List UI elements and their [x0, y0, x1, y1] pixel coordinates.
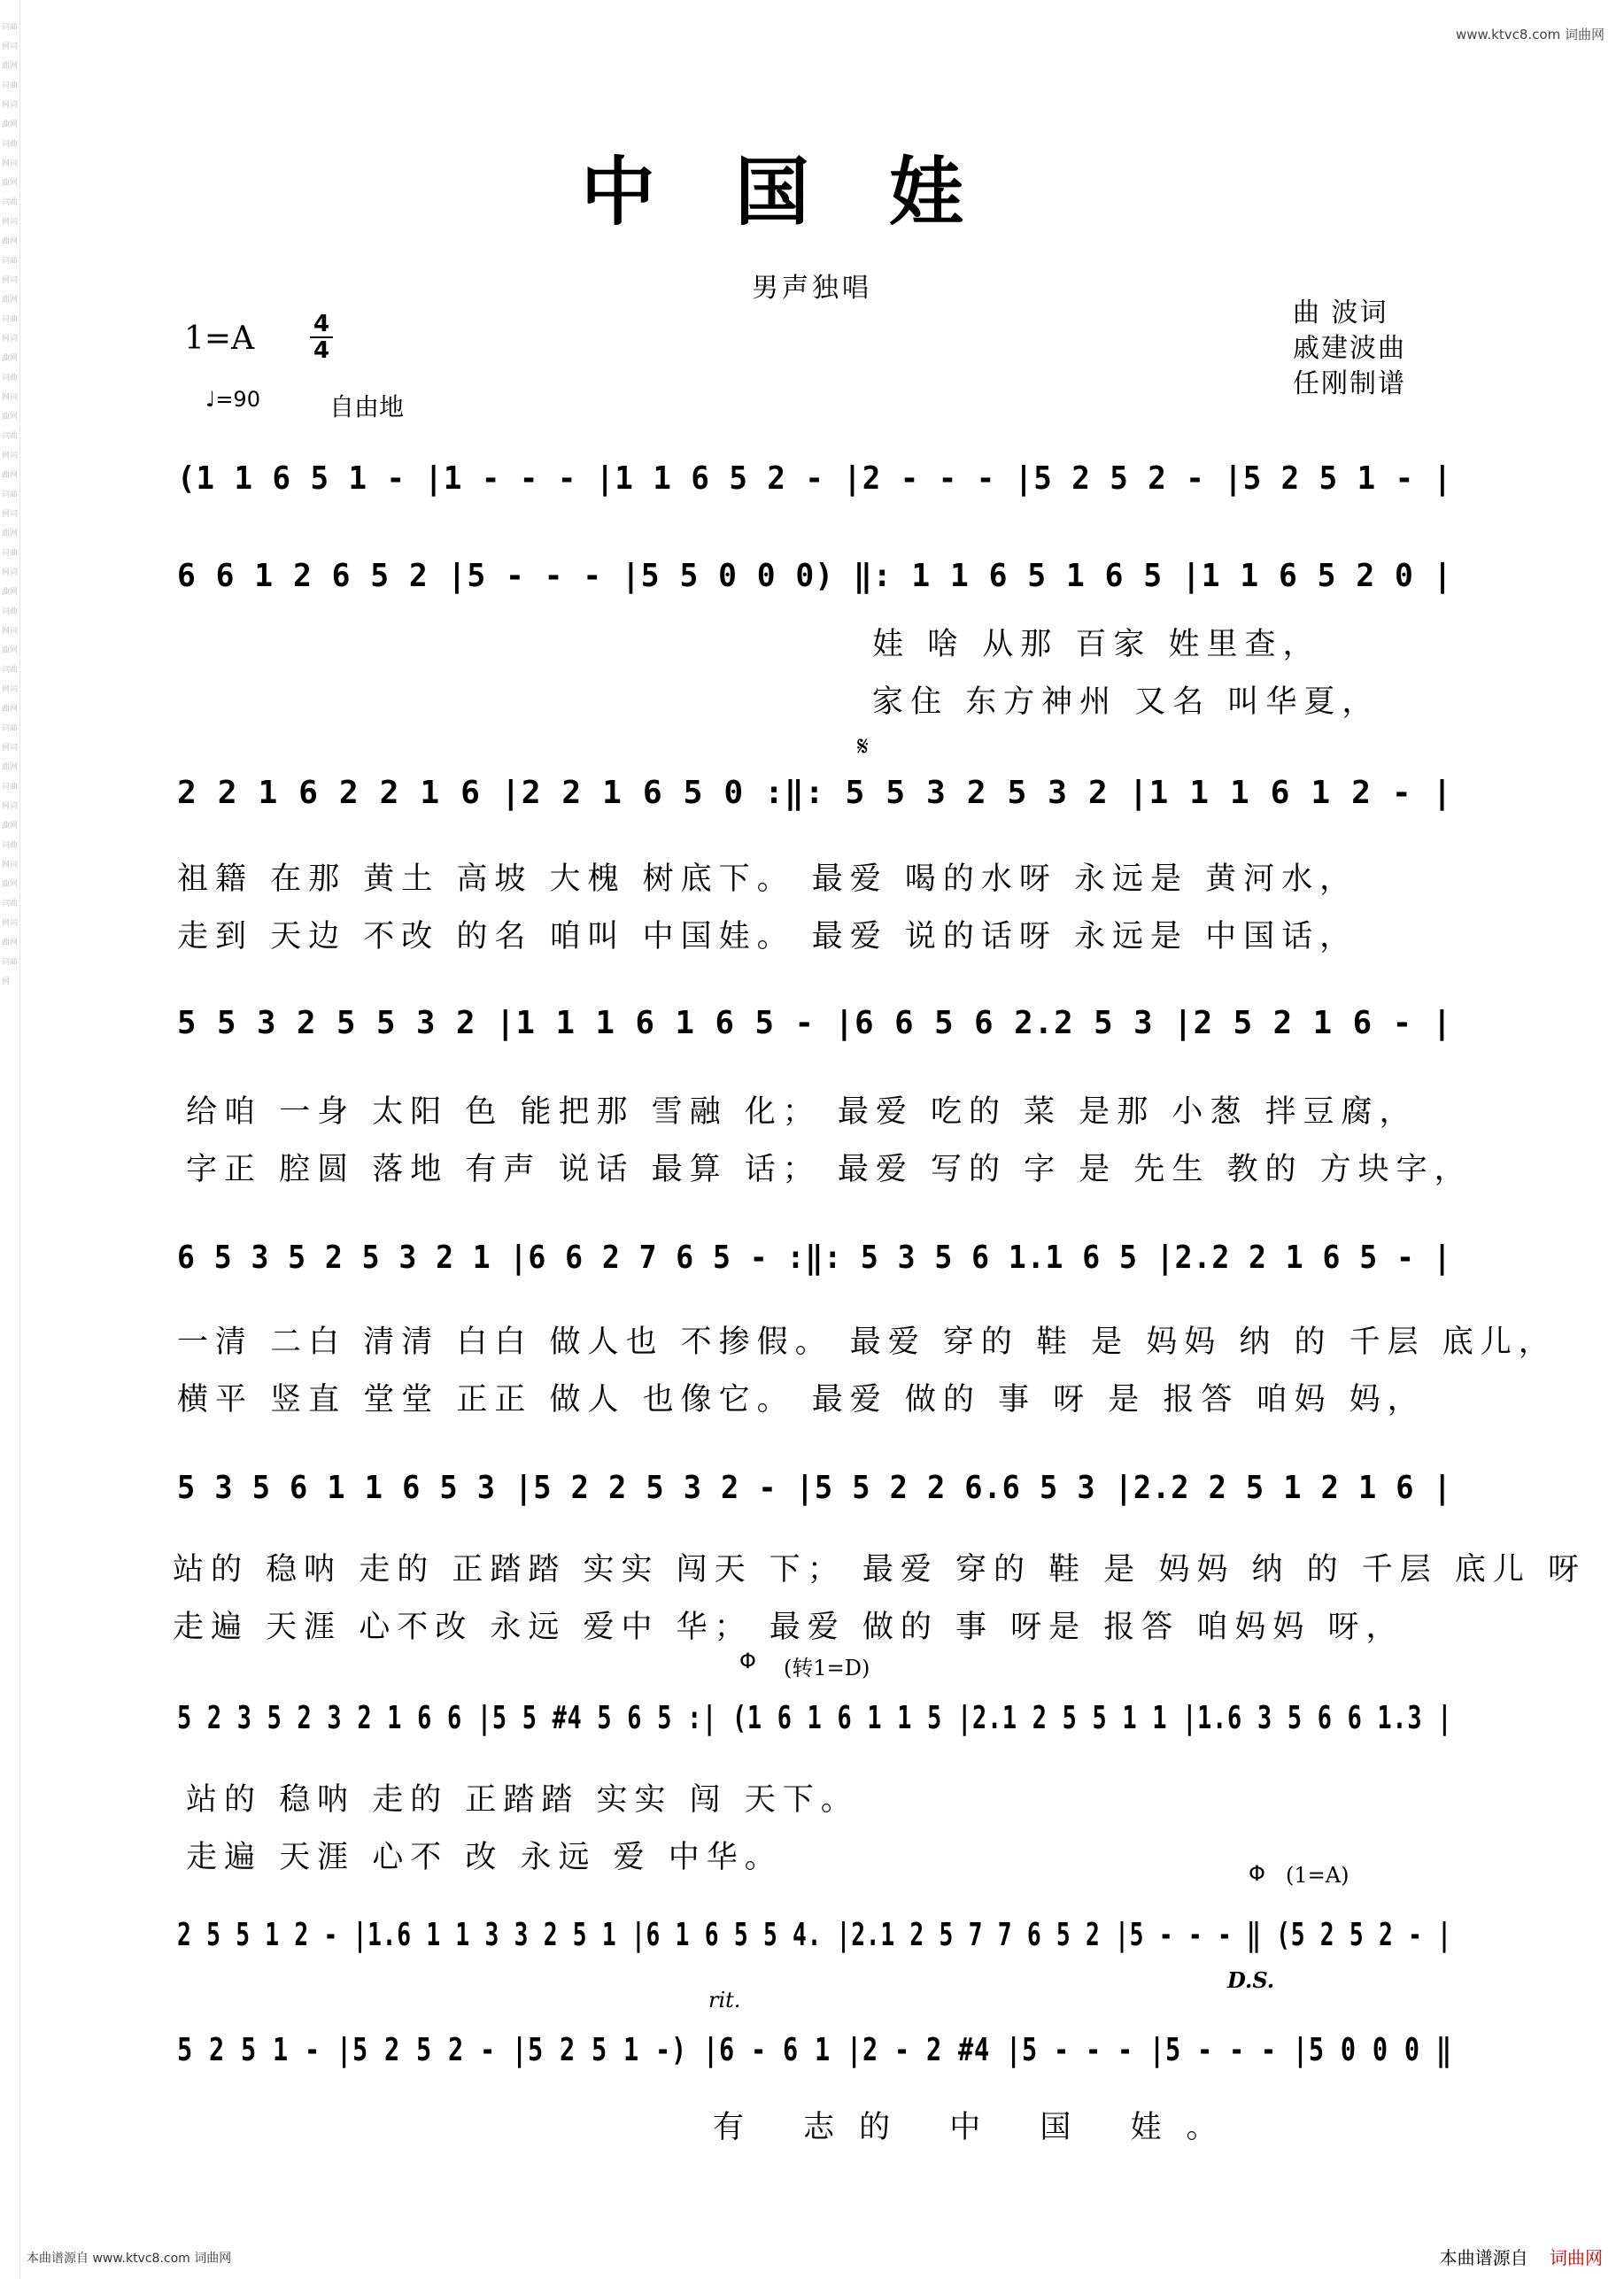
lyric-line-verse2: 走遍 天涯 心不 改 永远 爱 中华。 — [186, 1840, 783, 1875]
credits — [1293, 296, 1406, 402]
lyric-line-verse1: 给咱 一身 太阳 色 能把那 雪融 化； 最爱 吃的 菜 是那 小葱 拌豆腐， — [186, 1094, 1418, 1130]
credit-lyricist: 曲 波词 — [1293, 297, 1388, 328]
lyric-line-verse2: 走遍 天涯 心不改 永远 爱中 华； 最爱 做的 事 呀是 报答 咱妈妈 呀， — [173, 1610, 1404, 1645]
score-system-7 — [177, 1700, 1452, 1780]
tempo-marking: ♩=90 — [205, 387, 260, 412]
score-system-6 — [177, 1470, 1452, 1549]
expression-marking: 自由地 — [329, 392, 405, 421]
site-url-top[interactable]: www.ktvc8.com 词曲网 — [1455, 27, 1605, 42]
lyric-line-ending: 有 志的 中 国 娃。 — [713, 2110, 1242, 2145]
lyric-line-verse1: 站的 稳呐 走的 正踏踏 实实 闯天 下； 最爱 穿的 鞋 是 妈妈 纳 的 千层 底儿 呀 — [173, 1552, 1587, 1588]
lyric-line-verse2: 家住 东方神州 又名 叫华夏， — [872, 684, 1380, 720]
lyric-line-verse2: 走到 天边 不改 的名 咱叫 中国娃。 最爱 说的话呀 永远是 中国话， — [177, 919, 1358, 954]
notes-line: 5 2 3 5 2 3 2 1 6 6 |5 5 #4 5 6 5 :| (1 6 1 6 1 1 5 |2.1 2 5 5 1 1 |1.6 3 5 6 6 1.3 | — [177, 1700, 1453, 1736]
watermark-text: 词曲网词曲网词曲网词曲网词曲网词曲网词曲网词曲网词曲网词曲网词曲网词曲网词曲网词曲网词曲网词曲网词曲网词曲网词曲网词曲网词曲网词曲网词曲网词曲网词曲网词曲网词曲网词曲网词曲网词曲网词曲网词曲网词曲网 — [2, 23, 19, 986]
footer-brand-text: 本曲谱源自 — [1439, 2247, 1528, 2268]
notes-line: 6 5 3 5 2 5 3 2 1 |6 6 2 7 6 5 - :‖: 5 3 5 6 1.1 6 5 |2.2 2 1 6 5 - | — [177, 1240, 1452, 1276]
footer-brand — [1440, 2244, 1603, 2269]
coda-sign: Φ — [739, 1649, 756, 1673]
ritardando-marking: rit. — [708, 1988, 741, 2012]
segno-sign: 𝄋 — [857, 731, 869, 762]
notes-line: 2 5 5 1 2 - |1.6 1 1 3 3 2 5 1 |6 1 6 5 5 4. |2.1 2 5 7 7 6 5 2 |5 - - - ‖ (5 2 5 2 - | — [177, 1917, 1452, 1953]
notes-line: 5 3 5 6 1 1 6 5 3 |5 2 2 5 3 2 - |5 5 2 2 6.6 5 3 |2.2 2 5 1 2 1 6 | — [177, 1470, 1452, 1506]
notes-line: 5 2 5 1 - |5 2 5 2 - |5 2 5 1 -) |6 - 6 1 |2 - 2 #4 |5 - - - |5 - - - |5 0 0 0 ‖ — [177, 2032, 1452, 2068]
score-system-9 — [177, 2032, 1452, 2112]
score-system-1 — [177, 460, 1452, 540]
song-title: 中国娃 — [580, 148, 1043, 236]
time-signature — [310, 312, 333, 363]
meter-top: 4 — [313, 311, 330, 337]
footer-source[interactable]: 本曲谱源自 www.ktvc8.com 词曲网 — [27, 2252, 232, 2266]
lyric-line-verse1: 祖籍 在那 黄土 高坡 大槐 树底下。 最爱 喝的水呀 永远是 黄河水， — [177, 861, 1358, 897]
lyric-line-verse1: 娃 啥 从那 百家 姓里查， — [872, 627, 1321, 662]
lyric-line-verse2: 字正 腔圆 落地 有声 说话 最算 话； 最爱 写的 字 是 先生 教的 方块字， — [186, 1152, 1473, 1187]
notes-line: (1 1 6 5 1 - |1 - - - |1 1 6 5 2 - |2 - - - |5 2 5 2 - |5 2 5 1 - | — [177, 460, 1453, 497]
footer-brand-logo[interactable]: 词曲网 — [1550, 2247, 1603, 2268]
song-subtitle: 男声独唱 — [752, 273, 872, 304]
credit-composer: 戚建波曲 — [1293, 333, 1406, 364]
dal-segno-marking: D.S. — [1227, 1967, 1275, 1993]
key-change-marking: (1=A) — [1286, 1863, 1349, 1888]
lyric-line-verse1: 一清 二白 清清 白白 做人也 不掺假。 最爱 穿的 鞋 是 妈妈 纳 的 千层 底儿， — [177, 1325, 1557, 1360]
notes-line: 2 2 1 6 2 2 1 6 |2 2 1 6 5 0 :‖: 5 5 3 2 5 3 2 |1 1 1 6 1 2 - | — [177, 775, 1453, 811]
credit-transcriber: 任刚制谱 — [1293, 368, 1406, 399]
lyric-line-verse2: 横平 竖直 堂堂 正正 做人 也像它。 最爱 做的 事 呀 是 报答 咱妈 妈， — [177, 1382, 1426, 1418]
notes-line: 5 5 3 2 5 5 3 2 |1 1 1 6 1 6 5 - |6 6 5 6 2.2 5 3 |2 5 2 1 6 - | — [177, 1005, 1453, 1041]
coda-sign: Φ — [1249, 1861, 1265, 1886]
score-system-4 — [177, 1005, 1452, 1085]
meter-bottom: 4 — [313, 337, 330, 364]
lyric-line-verse1: 站的 稳呐 走的 正踏踏 实实 闯 天下。 — [186, 1782, 859, 1818]
watermark-strip — [0, 0, 20, 2279]
key-signature: 1=A — [184, 321, 255, 357]
score-system-3 — [177, 775, 1452, 854]
modulation-marking: (转1=D) — [784, 1656, 870, 1680]
notes-line: 6 6 1 2 6 5 2 |5 - - - |5 5 0 0 0) ‖: 1 1 6 5 1 6 5 |1 1 6 5 2 0 | — [177, 558, 1453, 594]
score-system-5 — [177, 1240, 1452, 1319]
